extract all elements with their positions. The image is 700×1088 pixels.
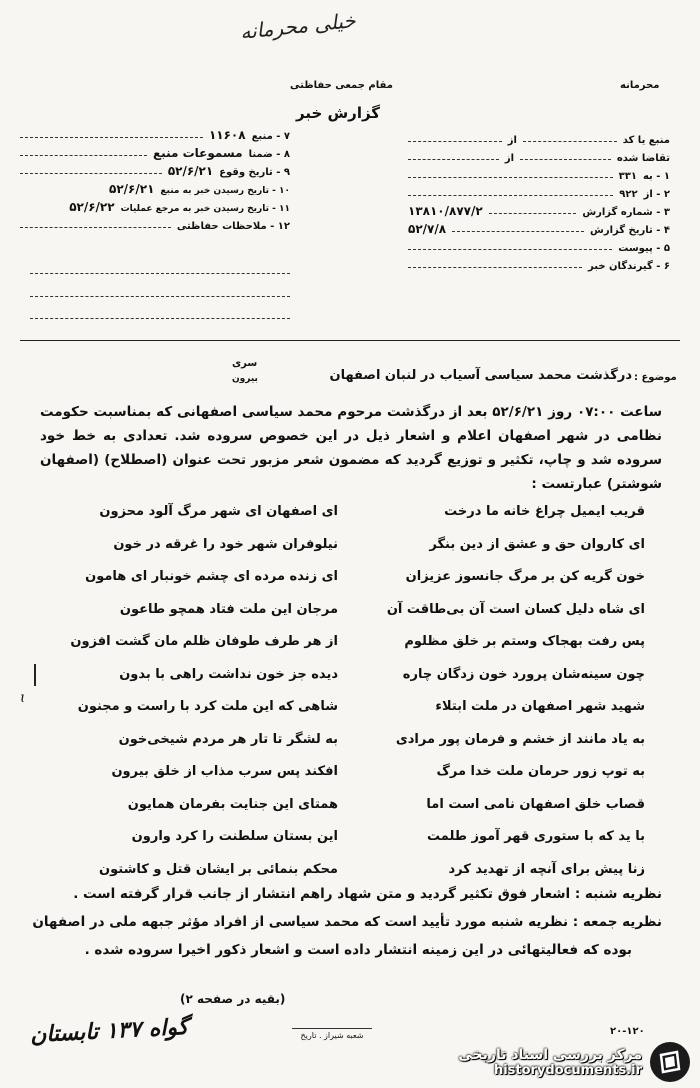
poem-line: با ید که با ستوری قهر آموز طلمت bbox=[426, 829, 645, 844]
field-row: ۱۲ - ملاحظات حفاظتی bbox=[20, 214, 290, 232]
subject-label: موضوع : bbox=[634, 372, 677, 383]
poem-line: قریب ایمیل چراغ خانه ما درخت bbox=[444, 504, 645, 519]
poem-line: خون گریه کن بر مرگ جانسوز عزیزان bbox=[405, 569, 645, 584]
margin-mark bbox=[34, 664, 36, 686]
poem-line: به توپ زور حرمان ملت خدا مرگ bbox=[436, 764, 645, 779]
field-row: ۷ - منبع ۱۱۶۰۸ bbox=[20, 124, 290, 142]
continued-note: (بقیه در صفحه ۲) bbox=[180, 992, 286, 1006]
poem-line: همتای این جنایت بفرمان همایون bbox=[127, 796, 338, 812]
page-code: ۲۰-۱۲۰ bbox=[610, 1026, 645, 1037]
field-row: ۸ - ضمنا مسموعات منبع bbox=[20, 142, 290, 160]
dept-right: محرمانه bbox=[620, 80, 660, 91]
field-row: ۵ - پیوست bbox=[408, 236, 670, 254]
poem-line: به یاد مانند از خشم و فرمان پور مرادی bbox=[395, 731, 645, 747]
poem-line: ای شاه دلیل کسان است آن بی‌طاقت آن bbox=[386, 601, 645, 617]
poem-line: نیلوفران شهر خود را غرقه در خون bbox=[113, 536, 338, 552]
poem-line: ای کاروان حق و عشق از دین بنگر bbox=[429, 536, 645, 552]
watermark bbox=[410, 1040, 690, 1084]
poem-line: افکند پس سرب مذاب از خلق بیرون bbox=[111, 764, 338, 779]
poem-line: مرجان این ملت فتاد همچو طاعون bbox=[119, 601, 338, 617]
bottom-stamp: شعبه شیراز . تاریخ bbox=[292, 1028, 372, 1040]
left-fields bbox=[20, 124, 290, 232]
poem-line: این بستان سلطنت را کرد وارون bbox=[131, 829, 338, 844]
outro-line: بوده که فعالیتهائی در این زمینه انتشار داده است و اشعار ذکور اخیرا سروده شده . bbox=[84, 942, 632, 958]
field-row: ۱۰ - تاریخ رسیدن خبر به منبع ۵۲/۶/۲۱ bbox=[109, 182, 290, 196]
field-row: ۱ - به ۳۳۱ bbox=[408, 164, 670, 182]
class-bottom: بیرون bbox=[232, 374, 258, 384]
watermark-title: مرکز بررسی اسناد تاریخی bbox=[458, 1046, 642, 1063]
field-row: ۶ - گیرندگان خبر bbox=[408, 254, 670, 272]
watermark-url: historydocuments.ir bbox=[493, 1062, 642, 1078]
right-fields bbox=[408, 128, 670, 272]
intro-paragraph: ساعت ۰۷:۰۰ روز ۵۲/۶/۲۱ بعد از درگذشت مرحوم محمد سیاسی اصفهانی که بمناسبت حکومت نظامی در شهر اصفهان اعلام و اشعار ذیل در این خصوص سروده شد. تعدادی به خط خود سروده شد و چاپ، تکثیر و توزیع گردید که مضمون شعر مزبور تحت عنوان (اصطلاح) (اصفهان شوشتر) عبارتست : bbox=[40, 404, 663, 492]
poem-line: پس رفت بهجاک وستم بر خلق مظلوم bbox=[404, 634, 645, 649]
poem-line: قصاب خلق اصفهان نامی است اما bbox=[426, 796, 645, 812]
class-top: سری bbox=[232, 358, 258, 369]
field-row: منبع یا کد از bbox=[408, 128, 670, 146]
poem-line: محکم بنمائی بر ایشان قتل و کاشتون bbox=[99, 861, 338, 877]
margin-mark: ɩ bbox=[20, 690, 26, 706]
poem-line: ای اصفهان ای شهر مرگ آلود محزون bbox=[99, 504, 338, 519]
outro-line: نظریه شنبه : اشعار فوق تکثیر گردید و متن شهاد راهم انتشار از جانب قرار گرفته است . bbox=[73, 886, 662, 902]
field-row: ۴ - تاریخ گزارش ۵۲/۷/۸ bbox=[408, 222, 670, 236]
archive-logo-icon bbox=[650, 1042, 690, 1082]
dept-center: مقام جمعی حفاظتی bbox=[290, 80, 393, 91]
poem-left-column bbox=[70, 496, 338, 886]
poem-line: زنا پیش برای آنچه از تهدید کرد bbox=[448, 861, 645, 877]
blank-line bbox=[30, 296, 290, 297]
poem-line: از هر طرف طوفان ظلم مان گشت افزون bbox=[70, 634, 338, 649]
field-row: ۱۱ - تاریخ رسیدن خبر به مرجع عملیات ۵۲/۶/۲۲ bbox=[69, 200, 290, 214]
handwritten-note: گواه ۱۳۷ تابستان bbox=[29, 1013, 189, 1049]
outro-line: نظریه جمعه : نظریه شنبه مورد تأیید است که محمد سیاسی از افراد مؤثر جبهه ملی در اصفهان bbox=[32, 914, 662, 930]
poem-line: شاهی که این ملت کرد با راست و مجنون bbox=[77, 699, 338, 714]
poem-line: چون سینه‌شان پرورد خون زدگان چاره bbox=[402, 666, 645, 682]
field-row: تقاضا شده از bbox=[408, 146, 670, 164]
poem-line: به لشگر تا تار هر مردم شیخی‌خون bbox=[118, 731, 338, 747]
report-title: گزارش خبر bbox=[296, 104, 381, 122]
subject-text: درگذشت محمد سیاسی آسیاب در لنبان اصفهان bbox=[329, 368, 632, 383]
blank-line bbox=[30, 318, 290, 319]
poem-line: ای زنده مرده ای چشم خونبار ای هامون bbox=[85, 569, 338, 584]
header-separator bbox=[20, 340, 680, 341]
outro-paragraph bbox=[32, 880, 662, 964]
poem-right-column bbox=[386, 496, 645, 886]
poem-line: دیده جز خون نداشت راهی با بدون bbox=[119, 666, 338, 682]
poem-line: شهید شهر اصفهان در ملت ابتلاء bbox=[435, 699, 645, 714]
field-row: ۹ - تاریخ وقوع ۵۲/۶/۲۱ bbox=[20, 160, 290, 178]
field-row: ۳ - شماره گزارش ۱۳۸۱۰/۸۷۷/۲ bbox=[408, 204, 670, 218]
field-row: ۲ - از ۹۲۲ bbox=[408, 182, 670, 200]
blank-line bbox=[30, 273, 290, 274]
top-stamp: خیلی محرمانه bbox=[239, 8, 357, 44]
